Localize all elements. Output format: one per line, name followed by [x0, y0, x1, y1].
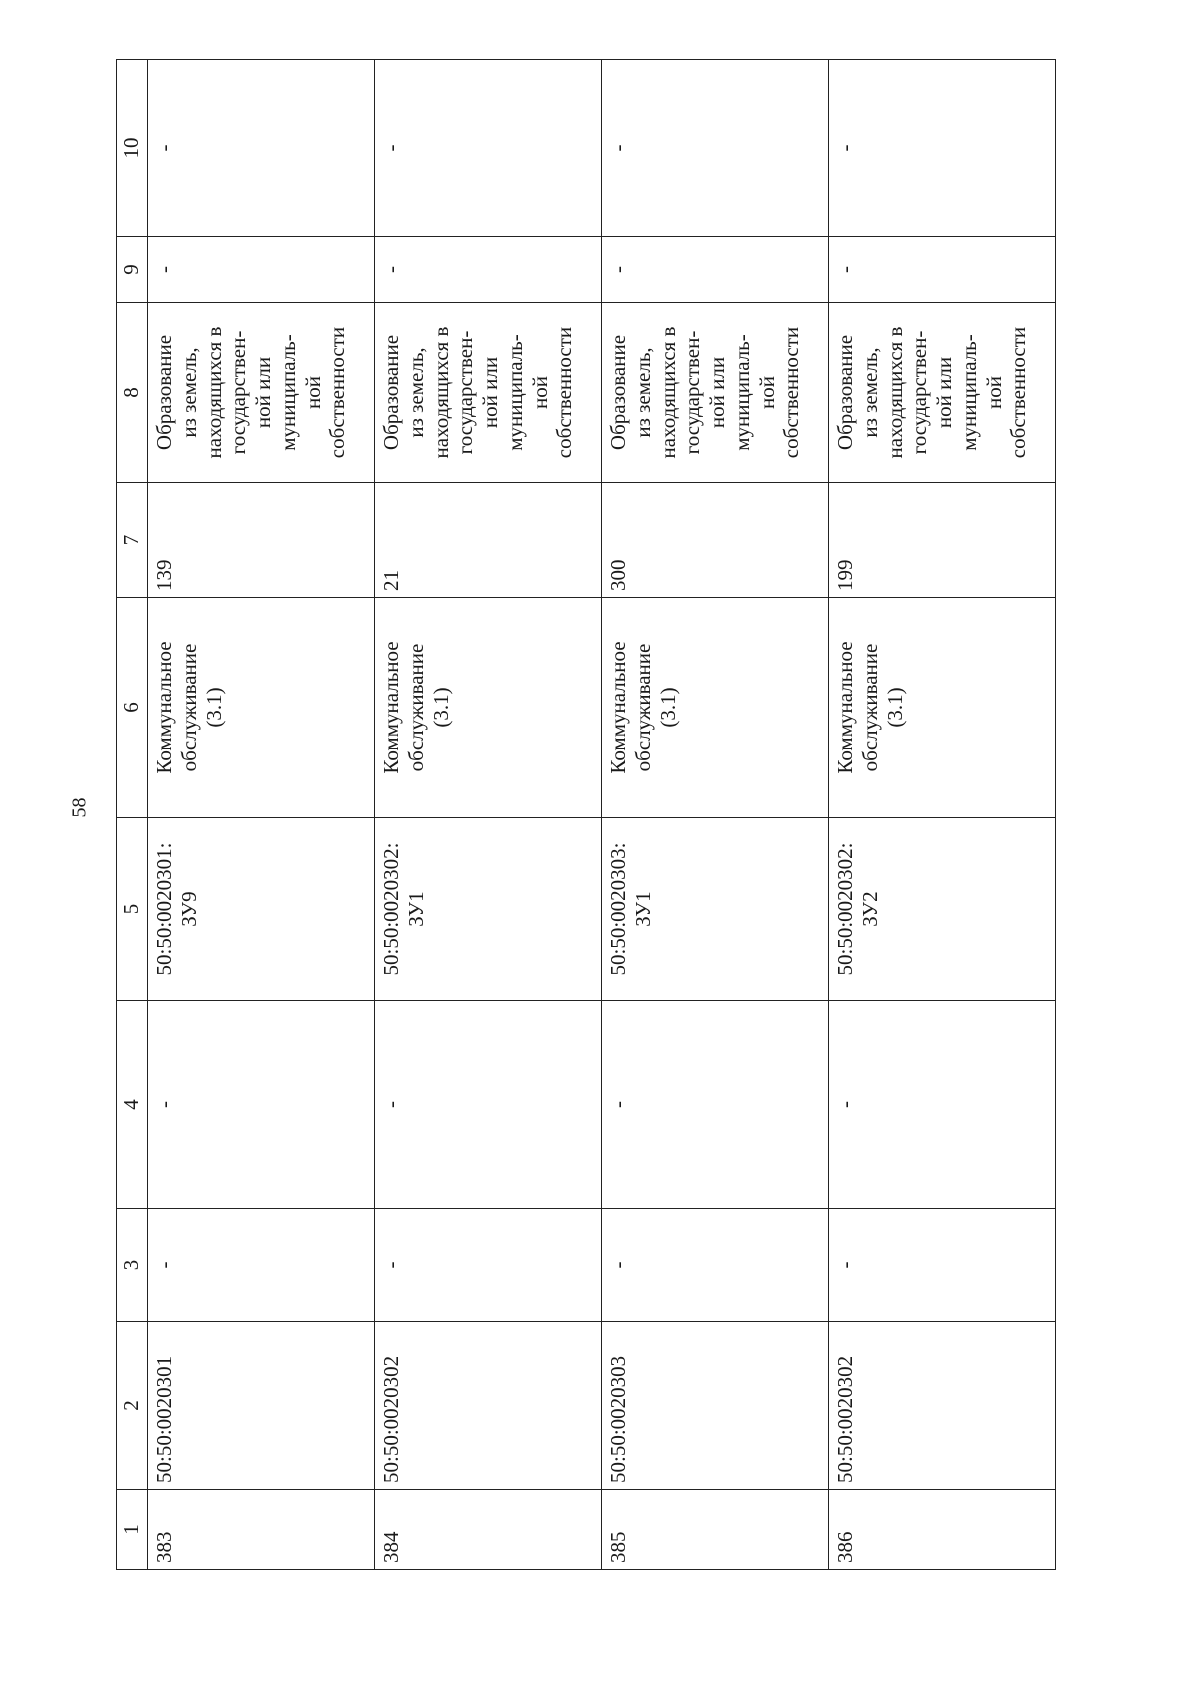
quarter-number-cell-line: 50:50:0020302: [833, 1355, 857, 1483]
quarter-number-cell-line: 50:50:0020301: [152, 1355, 176, 1483]
formation-method-cell: [829, 303, 1056, 483]
header-cell-2: 2: [117, 1322, 148, 1490]
formation-method-cell-line: муниципаль-: [502, 334, 527, 451]
permitted-use-cell-line: Коммунальное: [833, 641, 857, 774]
column-3-cell: [148, 1209, 375, 1322]
header-cell-7: 7: [117, 483, 148, 598]
area-cell: [602, 483, 829, 598]
formation-method-cell-line: находящихся в: [428, 326, 453, 459]
row-number-cell: [829, 1490, 1056, 1570]
formation-method-cell-line: собственности: [552, 326, 577, 459]
header-cell-10: 10: [117, 60, 148, 237]
header-cell-5: 5: [117, 818, 148, 1001]
formation-method-cell-line: ной или: [251, 356, 276, 429]
formation-method-cell-line: государствен-: [226, 330, 251, 455]
column-3-cell-line: -: [379, 1261, 403, 1269]
row-number-cell: [602, 1490, 829, 1570]
formation-method-cell-line: собственности: [325, 326, 350, 459]
formation-method-cell-line: муниципаль-: [275, 334, 300, 451]
column-10-cell: [375, 60, 602, 237]
column-10-cell-line: -: [379, 144, 403, 152]
area-cell: [148, 483, 375, 598]
header-cell-9: 9: [117, 237, 148, 303]
cadastral-number-cell-line: 50:50:0020302:: [379, 842, 403, 976]
formation-method-cell-line: муниципаль-: [956, 334, 981, 451]
column-9-cell: [602, 237, 829, 303]
formation-method-cell-line: находящихся в: [201, 326, 226, 459]
row-number-cell: [148, 1490, 375, 1570]
column-10-cell: [829, 60, 1056, 237]
column-3-cell-line: -: [833, 1261, 857, 1269]
permitted-use-cell-line: обслуживание: [857, 643, 882, 772]
header-row: [117, 60, 148, 1570]
column-3-cell: [375, 1209, 602, 1322]
permitted-use-cell-line: (3.1): [655, 687, 680, 728]
formation-method-cell-line: государствен-: [680, 330, 705, 455]
formation-method-cell-line: ной или: [705, 356, 730, 429]
formation-method-cell-line: ной или: [478, 356, 503, 429]
column-9-cell-line: -: [606, 266, 630, 273]
formation-method-cell: [602, 303, 829, 483]
cadastral-number-cell-line: 50:50:0020301:: [152, 842, 176, 976]
formation-method-cell-line: из земель,: [403, 347, 428, 438]
permitted-use-cell-line: (3.1): [428, 687, 453, 728]
formation-method-cell-line: ной или: [932, 356, 957, 429]
permitted-use-cell: [602, 598, 829, 818]
formation-method-cell-line: из земель,: [630, 347, 655, 438]
area-cell: [829, 483, 1056, 598]
formation-method-cell-line: ной: [527, 376, 552, 409]
column-4-cell-line: -: [379, 1101, 403, 1108]
table-row: [375, 60, 602, 1570]
permitted-use-cell: [375, 598, 602, 818]
permitted-use-cell-line: обслуживание: [403, 643, 428, 772]
column-9-cell: [829, 237, 1056, 303]
cadastral-number-cell: [602, 818, 829, 1001]
land-plots-table: [116, 59, 1056, 1570]
column-4-cell: [602, 1001, 829, 1209]
header-cell-1: 1: [117, 1490, 148, 1570]
column-3-cell: [829, 1209, 1056, 1322]
header-cell-3: 3: [117, 1209, 148, 1322]
rotated-table-frame: [116, 60, 1056, 1570]
area-cell-line: 21: [379, 570, 403, 591]
formation-method-cell-line: собственности: [779, 326, 804, 459]
column-9-cell-line: -: [833, 266, 857, 273]
quarter-number-cell-line: 50:50:0020302: [379, 1355, 403, 1483]
column-9-cell: [148, 237, 375, 303]
column-9-cell-line: -: [379, 266, 403, 273]
header-cell-4: 4: [117, 1001, 148, 1209]
header-cell-8: 8: [117, 303, 148, 483]
row-number-cell: [375, 1490, 602, 1570]
formation-method-cell: [148, 303, 375, 483]
area-cell-line: 139: [152, 559, 176, 591]
area-cell-line: 300: [606, 559, 630, 591]
formation-method-cell-line: находящихся в: [882, 326, 907, 459]
table-row: [829, 60, 1056, 1570]
quarter-number-cell-line: 50:50:0020303: [606, 1355, 630, 1483]
row-number-cell-line: 385: [606, 1531, 630, 1563]
cadastral-number-cell-line: ЗУ2: [857, 891, 882, 927]
formation-method-cell-line: собственности: [1006, 326, 1031, 459]
formation-method-cell-line: государствен-: [907, 330, 932, 455]
formation-method-cell-line: муниципаль-: [729, 334, 754, 451]
column-4-cell: [375, 1001, 602, 1209]
area-cell: [375, 483, 602, 598]
cadastral-number-cell-line: 50:50:0020303:: [606, 842, 630, 976]
column-10-cell: [148, 60, 375, 237]
column-3-cell: [602, 1209, 829, 1322]
permitted-use-cell-line: обслуживание: [176, 643, 201, 772]
cadastral-number-cell-line: ЗУ9: [176, 891, 201, 927]
column-3-cell-line: -: [152, 1261, 176, 1269]
cadastral-number-cell: [375, 818, 602, 1001]
cadastral-number-cell-line: 50:50:0020302:: [833, 842, 857, 976]
formation-method-cell-line: Образование: [152, 334, 176, 451]
permitted-use-cell-line: обслуживание: [630, 643, 655, 772]
table-row: [602, 60, 829, 1570]
page-number: 58: [68, 797, 91, 818]
column-4-cell: [148, 1001, 375, 1209]
row-number-cell-line: 386: [833, 1531, 857, 1563]
cadastral-number-cell-line: ЗУ1: [630, 891, 655, 927]
column-4-cell-line: -: [152, 1101, 176, 1108]
area-cell-line: 199: [833, 559, 857, 591]
column-3-cell-line: -: [606, 1261, 630, 1269]
column-10-cell-line: -: [833, 144, 857, 152]
column-4-cell-line: -: [606, 1101, 630, 1108]
column-9-cell-line: -: [152, 266, 176, 273]
permitted-use-cell-line: (3.1): [201, 687, 226, 728]
formation-method-cell-line: ной: [981, 376, 1006, 409]
formation-method-cell-line: ной: [754, 376, 779, 409]
column-10-cell-line: -: [152, 144, 176, 152]
formation-method-cell-line: ной: [300, 376, 325, 409]
quarter-number-cell: [375, 1322, 602, 1490]
formation-method-cell-line: Образование: [833, 334, 857, 451]
permitted-use-cell-line: (3.1): [882, 687, 907, 728]
permitted-use-cell: [148, 598, 375, 818]
formation-method-cell-line: из земель,: [857, 347, 882, 438]
table-row: [148, 60, 375, 1570]
column-9-cell: [375, 237, 602, 303]
quarter-number-cell: [829, 1322, 1056, 1490]
cadastral-number-cell: [148, 818, 375, 1001]
permitted-use-cell-line: Коммунальное: [152, 641, 176, 774]
permitted-use-cell: [829, 598, 1056, 818]
formation-method-cell: [375, 303, 602, 483]
column-10-cell-line: -: [606, 144, 630, 152]
column-4-cell: [829, 1001, 1056, 1209]
header-cell-6: 6: [117, 598, 148, 818]
permitted-use-cell-line: Коммунальное: [606, 641, 630, 774]
formation-method-cell-line: Образование: [379, 334, 403, 451]
formation-method-cell-line: государствен-: [453, 330, 478, 455]
column-4-cell-line: -: [833, 1101, 857, 1108]
cadastral-number-cell: [829, 818, 1056, 1001]
column-10-cell: [602, 60, 829, 237]
formation-method-cell-line: Образование: [606, 334, 630, 451]
permitted-use-cell-line: Коммунальное: [379, 641, 403, 774]
formation-method-cell-line: находящихся в: [655, 326, 680, 459]
row-number-cell-line: 383: [152, 1531, 176, 1563]
cadastral-number-cell-line: ЗУ1: [403, 891, 428, 927]
row-number-cell-line: 384: [379, 1531, 403, 1563]
table-container: [116, 60, 1056, 1570]
quarter-number-cell: [602, 1322, 829, 1490]
quarter-number-cell: [148, 1322, 375, 1490]
formation-method-cell-line: из земель,: [176, 347, 201, 438]
